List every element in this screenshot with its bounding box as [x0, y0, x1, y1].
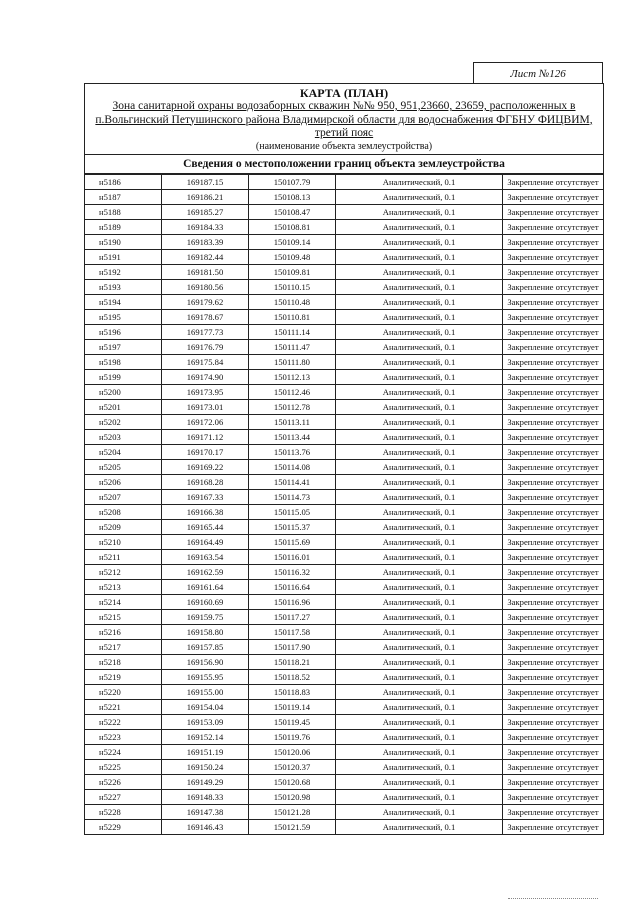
method-cell: Аналитический, 0.1: [336, 219, 503, 234]
method-cell: Аналитический, 0.1: [336, 699, 503, 714]
coord-y-cell: 150119.14: [249, 699, 336, 714]
coord-x-cell: 169156.90: [162, 654, 249, 669]
coord-x-cell: 169155.00: [162, 684, 249, 699]
point-id-cell: н5211: [85, 549, 162, 564]
point-id-cell: н5190: [85, 234, 162, 249]
coord-y-cell: 150120.06: [249, 744, 336, 759]
point-id-cell: н5206: [85, 474, 162, 489]
point-id-cell: н5191: [85, 249, 162, 264]
point-id-cell: н5219: [85, 669, 162, 684]
coord-x-cell: 169150.24: [162, 759, 249, 774]
coord-y-cell: 150111.47: [249, 339, 336, 354]
coord-x-cell: 169172.06: [162, 414, 249, 429]
coord-y-cell: 150111.14: [249, 324, 336, 339]
method-cell: Аналитический, 0.1: [336, 594, 503, 609]
method-cell: Аналитический, 0.1: [336, 189, 503, 204]
coord-y-cell: 150109.81: [249, 264, 336, 279]
point-id-cell: н5207: [85, 489, 162, 504]
fixing-cell: Закрепление отсутствует: [503, 714, 604, 729]
fixing-cell: Закрепление отсутствует: [503, 594, 604, 609]
point-id-cell: н5223: [85, 729, 162, 744]
sheet-number: Лист №126: [473, 62, 603, 84]
fixing-cell: Закрепление отсутствует: [503, 549, 604, 564]
coord-y-cell: 150113.11: [249, 414, 336, 429]
point-id-cell: н5193: [85, 279, 162, 294]
fixing-cell: Закрепление отсутствует: [503, 789, 604, 804]
table-row: [85, 414, 603, 429]
coord-x-cell: 169159.75: [162, 609, 249, 624]
point-id-cell: н5186: [85, 174, 162, 189]
coord-x-cell: 169171.12: [162, 429, 249, 444]
table-row: [85, 339, 603, 354]
coord-x-cell: 169149.29: [162, 774, 249, 789]
fixing-cell: Закрепление отсутствует: [503, 354, 604, 369]
coord-y-cell: 150117.58: [249, 624, 336, 639]
fixing-cell: Закрепление отсутствует: [503, 414, 604, 429]
table-row: [85, 219, 603, 234]
method-cell: Аналитический, 0.1: [336, 369, 503, 384]
coord-x-cell: 169146.43: [162, 819, 249, 834]
coord-y-cell: 150110.15: [249, 279, 336, 294]
coord-y-cell: 150110.48: [249, 294, 336, 309]
coord-y-cell: 150120.37: [249, 759, 336, 774]
method-cell: Аналитический, 0.1: [336, 474, 503, 489]
fixing-cell: Закрепление отсутствует: [503, 309, 604, 324]
point-id-cell: н5187: [85, 189, 162, 204]
table-row: [85, 549, 603, 564]
coord-x-cell: 169167.33: [162, 489, 249, 504]
table-row: [85, 624, 603, 639]
point-id-cell: н5218: [85, 654, 162, 669]
method-cell: Аналитический, 0.1: [336, 804, 503, 819]
coord-x-cell: 169187.15: [162, 174, 249, 189]
coord-x-cell: 169176.79: [162, 339, 249, 354]
method-cell: Аналитический, 0.1: [336, 669, 503, 684]
table-row: [85, 264, 603, 279]
object-name-line-2: п.Вольгинский Петушинского района Владимирской области для водоснабжения ФГБНУ ФИЦВИМ,: [95, 113, 593, 126]
coord-y-cell: 150109.48: [249, 249, 336, 264]
coord-x-cell: 169168.28: [162, 474, 249, 489]
fixing-cell: Закрепление отсутствует: [503, 294, 604, 309]
table-row: [85, 474, 603, 489]
point-id-cell: н5194: [85, 294, 162, 309]
coord-y-cell: 150111.80: [249, 354, 336, 369]
table-row: [85, 594, 603, 609]
fixing-cell: Закрепление отсутствует: [503, 204, 604, 219]
point-id-cell: н5222: [85, 714, 162, 729]
coord-x-cell: 169148.33: [162, 789, 249, 804]
point-id-cell: н5228: [85, 804, 162, 819]
method-cell: Аналитический, 0.1: [336, 414, 503, 429]
point-id-cell: н5198: [85, 354, 162, 369]
table-row: [85, 744, 603, 759]
table-row: [85, 384, 603, 399]
method-cell: Аналитический, 0.1: [336, 744, 503, 759]
point-id-cell: н5200: [85, 384, 162, 399]
fixing-cell: Закрепление отсутствует: [503, 654, 604, 669]
point-id-cell: н5229: [85, 819, 162, 834]
method-cell: Аналитический, 0.1: [336, 279, 503, 294]
coord-y-cell: 150115.05: [249, 504, 336, 519]
method-cell: Аналитический, 0.1: [336, 459, 503, 474]
method-cell: Аналитический, 0.1: [336, 504, 503, 519]
fixing-cell: Закрепление отсутствует: [503, 264, 604, 279]
coord-y-cell: 150116.32: [249, 564, 336, 579]
fixing-cell: Закрепление отсутствует: [503, 804, 604, 819]
document-header: [85, 84, 603, 155]
table-row: [85, 189, 603, 204]
fixing-cell: Закрепление отсутствует: [503, 684, 604, 699]
coord-x-cell: 169157.85: [162, 639, 249, 654]
method-cell: Аналитический, 0.1: [336, 444, 503, 459]
point-id-cell: н5188: [85, 204, 162, 219]
method-cell: Аналитический, 0.1: [336, 684, 503, 699]
method-cell: Аналитический, 0.1: [336, 264, 503, 279]
fixing-cell: Закрепление отсутствует: [503, 489, 604, 504]
coord-x-cell: 169183.39: [162, 234, 249, 249]
table-row: [85, 774, 603, 789]
coord-x-cell: 169179.62: [162, 294, 249, 309]
coord-y-cell: 150117.27: [249, 609, 336, 624]
method-cell: Аналитический, 0.1: [336, 174, 503, 189]
fixing-cell: Закрепление отсутствует: [503, 399, 604, 414]
fixing-cell: Закрепление отсутствует: [503, 339, 604, 354]
coord-x-cell: 169185.27: [162, 204, 249, 219]
table-row: [85, 729, 603, 744]
coord-x-cell: 169182.44: [162, 249, 249, 264]
coord-y-cell: 150114.73: [249, 489, 336, 504]
method-cell: Аналитический, 0.1: [336, 324, 503, 339]
coord-x-cell: 169178.67: [162, 309, 249, 324]
boundaries-subheader: Сведения о местоположении границ объекта землеустройства: [85, 155, 603, 174]
page-footer-mark: [508, 898, 598, 899]
fixing-cell: Закрепление отсутствует: [503, 534, 604, 549]
coord-x-cell: 169175.84: [162, 354, 249, 369]
point-id-cell: н5202: [85, 414, 162, 429]
coord-x-cell: 169181.50: [162, 264, 249, 279]
coord-y-cell: 150118.83: [249, 684, 336, 699]
coord-x-cell: 169162.59: [162, 564, 249, 579]
coord-x-cell: 169152.14: [162, 729, 249, 744]
point-id-cell: н5195: [85, 309, 162, 324]
method-cell: Аналитический, 0.1: [336, 759, 503, 774]
point-id-cell: н5203: [85, 429, 162, 444]
method-cell: Аналитический, 0.1: [336, 309, 503, 324]
table-row: [85, 759, 603, 774]
coord-x-cell: 169165.44: [162, 519, 249, 534]
point-id-cell: н5213: [85, 579, 162, 594]
table-row: [85, 279, 603, 294]
point-id-cell: н5215: [85, 609, 162, 624]
fixing-cell: Закрепление отсутствует: [503, 324, 604, 339]
coord-x-cell: 169174.90: [162, 369, 249, 384]
coord-y-cell: 150120.98: [249, 789, 336, 804]
table-row: [85, 669, 603, 684]
fixing-cell: Закрепление отсутствует: [503, 579, 604, 594]
coord-y-cell: 150116.01: [249, 549, 336, 564]
method-cell: Аналитический, 0.1: [336, 654, 503, 669]
method-cell: Аналитический, 0.1: [336, 609, 503, 624]
method-cell: Аналитический, 0.1: [336, 639, 503, 654]
coord-y-cell: 150116.96: [249, 594, 336, 609]
table-row: [85, 609, 603, 624]
coord-x-cell: 169186.21: [162, 189, 249, 204]
coord-y-cell: 150109.14: [249, 234, 336, 249]
method-cell: Аналитический, 0.1: [336, 489, 503, 504]
table-row: [85, 819, 603, 834]
table-row: [85, 639, 603, 654]
point-id-cell: н5216: [85, 624, 162, 639]
table-row: [85, 789, 603, 804]
point-id-cell: н5201: [85, 399, 162, 414]
fixing-cell: Закрепление отсутствует: [503, 729, 604, 744]
coord-y-cell: 150112.13: [249, 369, 336, 384]
table-row: [85, 504, 603, 519]
method-cell: Аналитический, 0.1: [336, 579, 503, 594]
fixing-cell: Закрепление отсутствует: [503, 279, 604, 294]
method-cell: Аналитический, 0.1: [336, 294, 503, 309]
coord-x-cell: 169153.09: [162, 714, 249, 729]
table-row: [85, 174, 603, 189]
coord-x-cell: 169161.64: [162, 579, 249, 594]
point-id-cell: н5209: [85, 519, 162, 534]
fixing-cell: Закрепление отсутствует: [503, 609, 604, 624]
method-cell: Аналитический, 0.1: [336, 534, 503, 549]
coord-y-cell: 150108.81: [249, 219, 336, 234]
table-row: [85, 459, 603, 474]
point-id-cell: н5227: [85, 789, 162, 804]
fixing-cell: Закрепление отсутствует: [503, 774, 604, 789]
method-cell: Аналитический, 0.1: [336, 249, 503, 264]
coord-y-cell: 150117.90: [249, 639, 336, 654]
method-cell: Аналитический, 0.1: [336, 339, 503, 354]
coord-y-cell: 150108.47: [249, 204, 336, 219]
fixing-cell: Закрепление отсутствует: [503, 639, 604, 654]
coord-x-cell: 169147.38: [162, 804, 249, 819]
method-cell: Аналитический, 0.1: [336, 624, 503, 639]
coord-x-cell: 169173.95: [162, 384, 249, 399]
coord-x-cell: 169164.49: [162, 534, 249, 549]
coord-y-cell: 150114.41: [249, 474, 336, 489]
point-id-cell: н5225: [85, 759, 162, 774]
fixing-cell: Закрепление отсутствует: [503, 459, 604, 474]
coord-x-cell: 169170.17: [162, 444, 249, 459]
object-name-caption: (наименование объекта землеустройства): [255, 140, 433, 152]
fixing-cell: Закрепление отсутствует: [503, 249, 604, 264]
fixing-cell: Закрепление отсутствует: [503, 219, 604, 234]
fixing-cell: Закрепление отсутствует: [503, 624, 604, 639]
coordinates-table: [85, 174, 603, 834]
coord-y-cell: 150118.52: [249, 669, 336, 684]
fixing-cell: Закрепление отсутствует: [503, 564, 604, 579]
table-row: [85, 324, 603, 339]
method-cell: Аналитический, 0.1: [336, 234, 503, 249]
fixing-cell: Закрепление отсутствует: [503, 384, 604, 399]
coord-x-cell: 169163.54: [162, 549, 249, 564]
fixing-cell: Закрепление отсутствует: [503, 819, 604, 834]
table-row: [85, 579, 603, 594]
fixing-cell: Закрепление отсутствует: [503, 174, 604, 189]
method-cell: Аналитический, 0.1: [336, 549, 503, 564]
method-cell: Аналитический, 0.1: [336, 564, 503, 579]
coord-x-cell: 169158.80: [162, 624, 249, 639]
method-cell: Аналитический, 0.1: [336, 354, 503, 369]
table-row: [85, 519, 603, 534]
coord-y-cell: 150118.21: [249, 654, 336, 669]
point-id-cell: н5220: [85, 684, 162, 699]
coord-y-cell: 150115.37: [249, 519, 336, 534]
method-cell: Аналитический, 0.1: [336, 384, 503, 399]
object-name-line-3: третий пояс: [314, 127, 374, 139]
fixing-cell: Закрепление отсутствует: [503, 699, 604, 714]
coord-y-cell: 150121.59: [249, 819, 336, 834]
fixing-cell: Закрепление отсутствует: [503, 759, 604, 774]
coord-y-cell: 150115.69: [249, 534, 336, 549]
document-title: КАРТА (ПЛАН): [299, 86, 389, 100]
fixing-cell: Закрепление отсутствует: [503, 189, 604, 204]
point-id-cell: н5197: [85, 339, 162, 354]
point-id-cell: н5204: [85, 444, 162, 459]
coordinates-table-body: [85, 174, 603, 834]
method-cell: Аналитический, 0.1: [336, 204, 503, 219]
coord-x-cell: 169151.19: [162, 744, 249, 759]
coord-x-cell: 169160.69: [162, 594, 249, 609]
point-id-cell: н5192: [85, 264, 162, 279]
table-row: [85, 429, 603, 444]
coord-y-cell: 150110.81: [249, 309, 336, 324]
fixing-cell: Закрепление отсутствует: [503, 669, 604, 684]
table-row: [85, 369, 603, 384]
method-cell: Аналитический, 0.1: [336, 729, 503, 744]
method-cell: Аналитический, 0.1: [336, 429, 503, 444]
table-row: [85, 354, 603, 369]
point-id-cell: н5221: [85, 699, 162, 714]
coord-y-cell: 150119.76: [249, 729, 336, 744]
coord-x-cell: 169166.38: [162, 504, 249, 519]
coord-y-cell: 150113.44: [249, 429, 336, 444]
coord-x-cell: 169173.01: [162, 399, 249, 414]
method-cell: Аналитический, 0.1: [336, 789, 503, 804]
table-row: [85, 714, 603, 729]
coord-y-cell: 150113.76: [249, 444, 336, 459]
fixing-cell: Закрепление отсутствует: [503, 744, 604, 759]
point-id-cell: н5214: [85, 594, 162, 609]
coord-x-cell: 169169.22: [162, 459, 249, 474]
table-row: [85, 489, 603, 504]
object-name-line-1: Зона санитарной охраны водозаборных скважин №№ 950, 951,23660, 23659, расположенных в: [112, 100, 576, 112]
method-cell: Аналитический, 0.1: [336, 399, 503, 414]
table-row: [85, 234, 603, 249]
fixing-cell: Закрепление отсутствует: [503, 429, 604, 444]
point-id-cell: н5205: [85, 459, 162, 474]
document-frame: [84, 83, 604, 835]
fixing-cell: Закрепление отсутствует: [503, 519, 604, 534]
table-row: [85, 444, 603, 459]
fixing-cell: Закрепление отсутствует: [503, 369, 604, 384]
table-row: [85, 534, 603, 549]
point-id-cell: н5224: [85, 744, 162, 759]
coord-y-cell: 150107.79: [249, 174, 336, 189]
fixing-cell: Закрепление отсутствует: [503, 504, 604, 519]
coord-y-cell: 150112.78: [249, 399, 336, 414]
table-row: [85, 294, 603, 309]
coord-y-cell: 150116.64: [249, 579, 336, 594]
fixing-cell: Закрепление отсутствует: [503, 234, 604, 249]
point-id-cell: н5199: [85, 369, 162, 384]
coord-x-cell: 169184.33: [162, 219, 249, 234]
table-row: [85, 804, 603, 819]
coord-y-cell: 150112.46: [249, 384, 336, 399]
fixing-cell: Закрепление отсутствует: [503, 474, 604, 489]
table-row: [85, 564, 603, 579]
fixing-cell: Закрепление отсутствует: [503, 444, 604, 459]
coord-x-cell: 169177.73: [162, 324, 249, 339]
method-cell: Аналитический, 0.1: [336, 519, 503, 534]
point-id-cell: н5196: [85, 324, 162, 339]
point-id-cell: н5217: [85, 639, 162, 654]
method-cell: Аналитический, 0.1: [336, 774, 503, 789]
coord-y-cell: 150119.45: [249, 714, 336, 729]
coord-x-cell: 169155.95: [162, 669, 249, 684]
table-row: [85, 249, 603, 264]
table-row: [85, 399, 603, 414]
coord-y-cell: 150108.13: [249, 189, 336, 204]
coord-x-cell: 169180.56: [162, 279, 249, 294]
point-id-cell: н5212: [85, 564, 162, 579]
table-row: [85, 309, 603, 324]
coord-x-cell: 169154.04: [162, 699, 249, 714]
coord-y-cell: 150120.68: [249, 774, 336, 789]
point-id-cell: н5226: [85, 774, 162, 789]
table-row: [85, 654, 603, 669]
method-cell: Аналитический, 0.1: [336, 714, 503, 729]
point-id-cell: н5189: [85, 219, 162, 234]
point-id-cell: н5208: [85, 504, 162, 519]
method-cell: Аналитический, 0.1: [336, 819, 503, 834]
table-row: [85, 699, 603, 714]
coord-y-cell: 150114.08: [249, 459, 336, 474]
table-row: [85, 204, 603, 219]
point-id-cell: н5210: [85, 534, 162, 549]
table-row: [85, 684, 603, 699]
coord-y-cell: 150121.28: [249, 804, 336, 819]
